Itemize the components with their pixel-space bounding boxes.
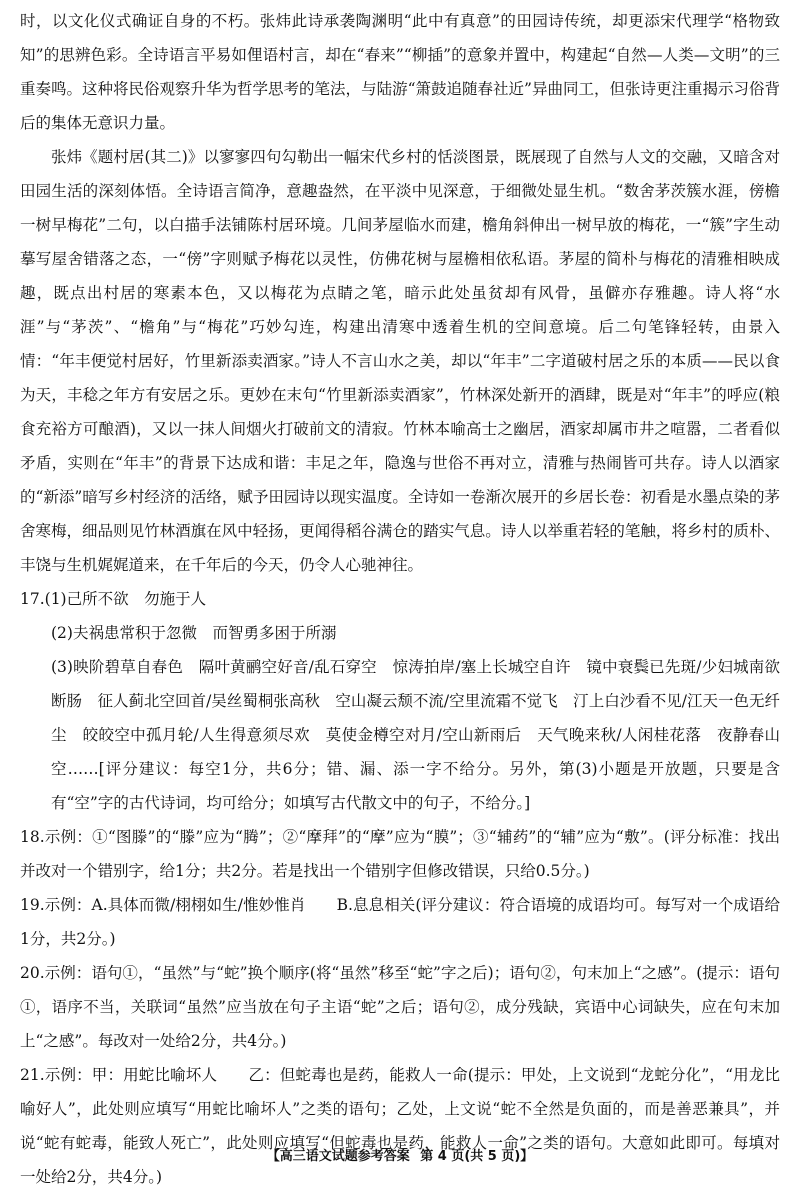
page-footer bbox=[0, 1145, 800, 1164]
q18-answer: 18.示例：①“图滕”的“滕”应为“腾”；②“摩拜”的“摩”应为“膜”；③“辅药”的“辅”应为“敷”。(评分标准：找出并改对一个错别字，给1分；共2分。若是找出一个错别字但修改错误，只给0.5分。) bbox=[20, 828, 780, 880]
analysis-paragraph-1: 时，以文化仪式确证自身的不朽。张炜此诗承袭陶渊明“此中有真意”的田园诗传统，却更添宋代理学“格物致知”的思辨色彩。全诗语言平易如俚语村言，却在“春来”“柳插”的意象并置中，构建起“自然—人类—文明”的三重奏鸣。这种将民俗观察升华为哲学思考的笔法，与陆游“箫鼓追随春社近”异曲同工，但张诗更注重揭示习俗背后的集体无意识力量。 bbox=[20, 12, 780, 132]
q21-answer: 21.示例：甲：用蛇比喻坏人 乙：但蛇毒也是药，能救人一命(提示：甲处，上文说到“龙蛇分化”，“用龙比喻好人”，此处则应填写“用蛇比喻坏人”之类的语句；乙处，上文说“蛇不全然是负面的，而是善恶兼具”，并说“蛇有蛇毒，能致人死亡”，此处则应填写“但蛇毒也是药，能救人一命”之类的语句。大意如此即可。每填对一处给2分，共4分。) bbox=[20, 1066, 780, 1186]
q17-line-1: 17.(1)己所不欲 勿施于人 bbox=[20, 590, 207, 608]
q19-answer: 19.示例：A.具体而微/栩栩如生/惟妙惟肖 B.息息相关(评分建议：符合语境的成语均可。每写对一个成语给1分，共2分。) bbox=[20, 896, 780, 948]
analysis-paragraph-2: 张炜《题村居(其二)》以寥寥四句勾勒出一幅宋代乡村的恬淡图景，既展现了自然与人文的交融，又暗含对田园生活的深刻体悟。全诗语言简净，意趣盎然，在平淡中见深意，于细微处显生机。“数舍茅茨簇水涯，傍檐一树早梅花”二句，以白描手法铺陈村居环境。几间茅屋临水而建，檐角斜伸出一树早放的梅花，一“簇”字生动摹写屋舍错落之态，一“傍”字则赋予梅花以灵性，仿佛花树与屋檐相依私语。茅屋的简朴与梅花的清雅相映成趣，既点出村居的寒素本色，又以梅花为点睛之笔，暗示此处虽贫却有风骨，虽僻亦存雅趣。诗人将“水涯”与“茅茨”、“檐角”与“梅花”巧妙勾连，构建出清寒中透着生机的空间意境。后二句笔锋轻转，由景入情：“年丰便觉村居好，竹里新添卖酒家。”诗人不言山水之美，却以“年丰”二字道破村居之乐的本质——民以食为天，丰稔之年方有安居之乐。更妙在末句“竹里新添卖酒家”，竹林深处新开的酒肆，既是对“年丰”的呼应(粮食充裕方可酿酒)，又以一抹人间烟火打破前文的清寂。竹林本喻高士之幽居，酒家却属市井之喧嚣，二者看似矛盾，实则在“年丰”的背景下达成和谐：丰足之年，隐逸与世俗不再对立，清雅与热闹皆可共存。诗人以酒家的“新添”暗写乡村经济的活络，赋予田园诗以现实温度。全诗如一卷渐次展开的乡居长卷：初看是水墨点染的茅舍寒梅，细品则见竹林酒旗在风中轻扬，更闻得稻谷满仓的踏实气息。诗人以举重若轻的笔触，将乡村的质朴、丰饶与生机娓娓道来，在千年后的今天，仍令人心驰神往。 bbox=[20, 148, 780, 574]
q20-answer: 20.示例：语句①，“虽然”与“蛇”换个顺序(将“虽然”移至“蛇”字之后)；语句②，句末加上“之感”。(提示：语句①，语序不当，关联词“虽然”应当放在句子主语“蛇”之后；语句②，成分残缺，宾语中心词缺失，应在句末加上“之感”。每改对一处给2分，共4分。) bbox=[20, 964, 780, 1050]
footer-title: 【高三语文试题参考答案 bbox=[266, 1149, 410, 1164]
q17-line-2: (2)夫祸患常积于忽微 而智勇多困于所溺 bbox=[51, 624, 337, 642]
q17-line-3: (3)映阶碧草自春色 隔叶黄鹂空好音/乱石穿空 惊涛拍岸/塞上长城空自许 镜中衰鬓已先斑/少妇城南欲断肠 征人蓟北空回首/吴丝蜀桐张高秋 空山凝云颓不流/空里流霜不觉飞 汀上白沙看不见/江天一色无纤尘 皎皎空中孤月轮/人生得意须尽欢 莫使金樽空对月/空山新雨后 天气晚来秋/人闲桂花落 夜静春山空……[评分建议：每空1分，共6分；错、漏、添一字不给分。另外，第(3)小题是开放题，只要是含有“空”字的古代诗词，均可给分；如填写古代散文中的句子，不给分。] bbox=[51, 658, 780, 812]
footer-page-number: 第 4 页(共 5 页)】 bbox=[420, 1149, 534, 1164]
